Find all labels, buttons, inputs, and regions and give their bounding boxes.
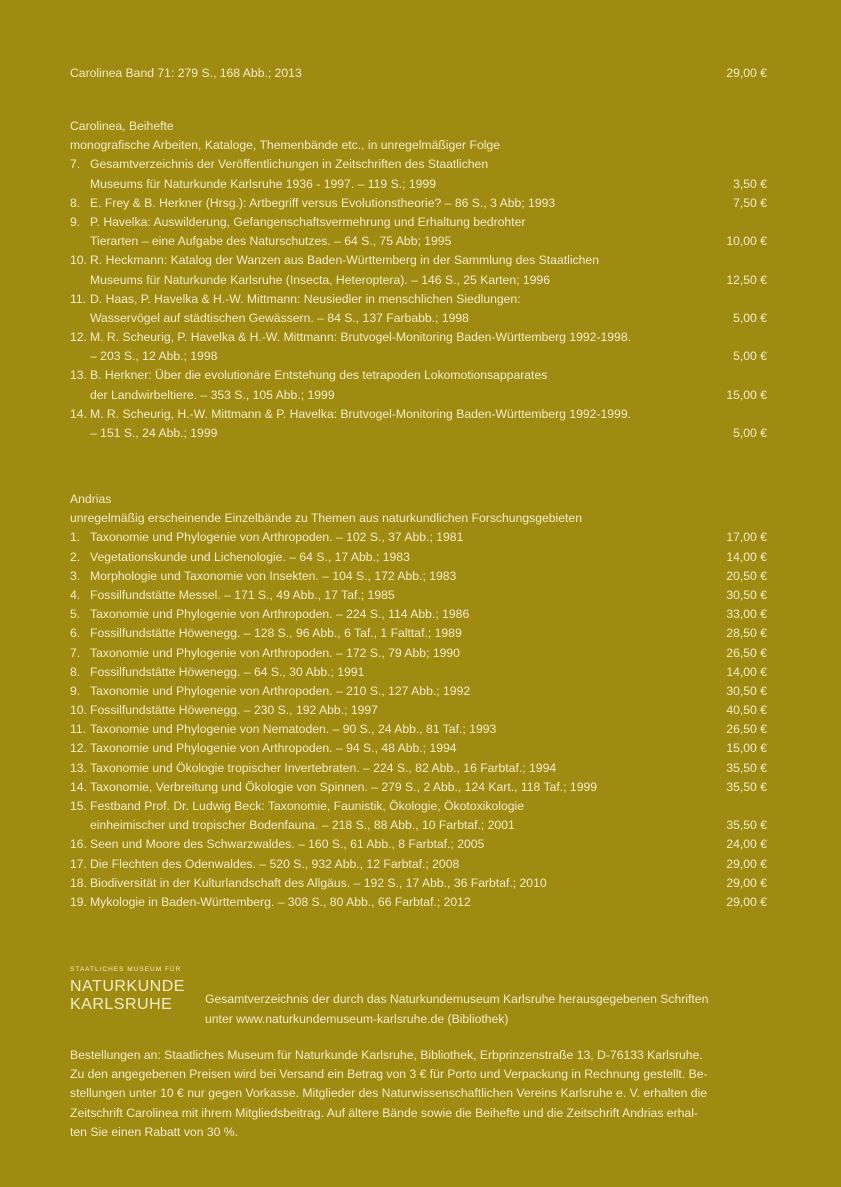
list-item — [70, 290, 767, 309]
item-price: 5,00 € — [733, 426, 767, 440]
item-price: 15,00 € — [726, 741, 767, 756]
section-title: Andrias — [70, 492, 112, 506]
item-number: 18. — [70, 875, 87, 890]
list-item — [70, 855, 767, 874]
item-text: Taxonomie und Phylogenie von Arthropoden. – 102 S., 37 Abb.; 1981 — [90, 530, 464, 545]
item-text: Gesamtverzeichnis der Veröffentlichungen in Zeitschriften des Staatlichen — [90, 157, 489, 172]
order-line: Zeitschrift Carolinea mit ihrem Mitgliedsbeitrag. Auf ältere Bände sowie die Beihefte und die Zeitschrift Andrias erhal- — [70, 1105, 698, 1120]
item-price: 5,00 € — [733, 310, 767, 325]
item-price: 28,50 € — [726, 626, 767, 641]
item-text: Die Flechten des Odenwaldes. – 520 S., 932 Abb., 12 Farbtaf.; 2008 — [90, 856, 460, 871]
list-item — [70, 328, 767, 347]
item-price: 5,00 € — [733, 349, 767, 364]
item-number: 15. — [70, 799, 87, 813]
item-text: Taxonomie und Phylogenie von Nematoden. – 90 S., 24 Abb., 81 Taf.; 1993 — [90, 722, 497, 737]
section-subtitle: unregelmäßig erscheinende Einzelbände zu Themen aus naturkundlichen Forschungsgebieten — [70, 511, 582, 526]
list-item — [70, 701, 767, 720]
item-number: 16. — [70, 837, 87, 852]
item-number: 9. — [70, 214, 81, 229]
item-text: Taxonomie und Ökologie tropischer Invertebraten. – 224 S., 82 Abb., 16 Farbtaf.; 1994 — [90, 760, 557, 775]
item-price: 35,50 € — [726, 760, 767, 775]
item-number: 13. — [70, 368, 87, 383]
item-price: 14,00 € — [726, 664, 767, 679]
list-item — [70, 739, 767, 758]
item-price: 15,00 € — [726, 387, 767, 402]
item-text: M. R. Scheurig, H.-W. Mittmann & P. Havelka: Brutvogel-Monitoring Baden-Württemberg 1992-1999. — [90, 406, 631, 421]
item-text: E. Frey & B. Herkner (Hrsg.): Artbegriff versus Evolutionstheorie? – 86 S., 3 Abb; 1993 — [90, 195, 556, 210]
list-item — [70, 797, 767, 816]
item-number: 8. — [70, 195, 81, 210]
list-item — [70, 155, 767, 174]
list-item — [70, 586, 767, 605]
item-text: M. R. Scheurig, P. Havelka & H.-W. Mittmann: Brutvogel-Monitoring Baden-Württemberg 1992-1998. — [90, 330, 631, 345]
item-number: 7. — [70, 157, 81, 172]
item-text: Taxonomie und Phylogenie von Arthropoden. – 210 S., 127 Abb.; 1992 — [90, 683, 471, 698]
list-item — [70, 720, 767, 739]
item-text: – 151 S., 24 Abb.; 1999 — [90, 426, 218, 440]
item-number: 8. — [70, 664, 81, 679]
list-item — [70, 893, 767, 912]
list-item — [70, 835, 767, 854]
beihefte-section — [70, 117, 767, 443]
item-text: Museums für Naturkunde Karlsruhe 1936 - 1997. – 119 S.; 1999 — [90, 176, 436, 191]
item-text: Fossilfundstätte Höwenegg. – 64 S., 30 Abb.; 1991 — [90, 664, 365, 679]
item-price: 24,00 € — [726, 837, 767, 852]
item-price: 17,00 € — [726, 530, 767, 545]
item-price: 3,50 € — [733, 176, 767, 191]
list-item — [70, 366, 767, 385]
item-text: Taxonomie und Phylogenie von Arthropoden. – 172 S., 79 Abb; 1990 — [90, 645, 460, 660]
item-number: 14. — [70, 779, 87, 794]
item-text: B. Herkner: Über die evolutionäre Entstehung des tetrapoden Lokomotionsapparates — [90, 368, 548, 383]
item-number: 12. — [70, 741, 87, 756]
item-text: Vegetationskunde und Lichenologie. – 64 S., 17 Abb.; 1983 — [90, 549, 410, 564]
item-number: 9. — [70, 683, 81, 698]
list-item — [70, 386, 767, 405]
item-number: 10. — [70, 253, 87, 268]
item-price: 40,50 € — [726, 703, 767, 718]
order-line: Zu den angegebenen Preisen wird bei Versand ein Betrag von 3 € für Porto und Verpackung in Rechnung gestellt. Be- — [70, 1067, 708, 1082]
item-number: 4. — [70, 587, 81, 602]
item-price: 20,50 € — [726, 568, 767, 583]
item-text: Taxonomie und Phylogenie von Arthropoden. – 94 S., 48 Abb.; 1994 — [90, 741, 457, 756]
item-text: Seen und Moore des Schwarzwaldes. – 160 S., 61 Abb., 8 Farbtaf.; 2005 — [90, 837, 485, 852]
item-number: 1. — [70, 530, 81, 545]
order-line: Bestellungen an: Staatliches Museum für Naturkunde Karlsruhe, Bibliothek, Erbprinzenstraße 13, D-76133 Karlsruhe. — [70, 1048, 703, 1062]
list-item — [70, 624, 767, 643]
list-item — [70, 405, 767, 424]
item-number: 13. — [70, 760, 87, 775]
item-number: 11. — [70, 722, 87, 737]
logo-small-text: STAATLICHES MUSEUM FÜR — [70, 966, 182, 973]
list-item — [70, 213, 767, 232]
item-text: Fossilfundstätte Höwenegg. – 128 S., 96 Abb., 6 Taf., 1 Falttaf.; 1989 — [90, 626, 462, 641]
section-subtitle: monografische Arbeiten, Kataloge, Themenbände etc., in unregelmäßiger Folge — [70, 138, 500, 153]
andrias-section — [70, 490, 767, 912]
item-text: Mykologie in Baden-Württemberg. – 308 S., 80 Abb., 66 Farbtaf.; 2012 — [90, 894, 471, 909]
order-line: ten Sie einen Rabatt von 30 %. — [70, 1124, 239, 1139]
order-line: stellungen unter 10 € nur gegen Vorkasse. Mitglieder des Naturwissenschaftlichen Vereins Karlsruhe e. V. erhalten die — [70, 1086, 708, 1101]
list-item — [70, 816, 767, 835]
item-price: 10,00 € — [726, 234, 767, 249]
item-text: Taxonomie und Phylogenie von Arthropoden. – 224 S., 114 Abb.; 1986 — [90, 607, 470, 622]
entry-text: Carolinea Band 71: 279 S., 168 Abb.; 2013 — [70, 66, 302, 80]
item-price: 12,50 € — [726, 272, 767, 287]
list-item — [70, 271, 767, 290]
list-item — [70, 424, 767, 443]
item-price: 30,50 € — [726, 587, 767, 602]
logo-line-2: KARLSRUHE — [70, 996, 173, 1013]
list-item — [70, 251, 767, 270]
list-item — [70, 567, 767, 586]
carolinea-entry — [70, 64, 767, 83]
item-number: 2. — [70, 549, 81, 564]
item-number: 5. — [70, 607, 81, 622]
item-text: Biodiversität in der Kulturlandschaft des Allgäus. – 192 S., 17 Abb., 36 Farbtaf.; 2010 — [90, 875, 547, 890]
catalog-note — [205, 990, 708, 1029]
item-number: 10. — [70, 703, 87, 718]
item-price: 26,50 € — [726, 722, 767, 737]
item-price: 14,00 € — [726, 549, 767, 564]
item-text: Fossilfundstätte Messel. – 171 S., 49 Abb., 17 Taf.; 1985 — [90, 587, 395, 602]
item-number: 12. — [70, 330, 87, 345]
item-price: 26,50 € — [726, 645, 767, 660]
item-number: 14. — [70, 406, 87, 421]
item-text: Fossilfundstätte Höwenegg. – 230 S., 192 Abb.; 1997 — [90, 703, 378, 718]
item-text: einheimischer und tropischer Bodenfauna. – 218 S., 88 Abb., 10 Farbtaf.; 2001 — [90, 818, 515, 833]
list-item — [70, 194, 767, 213]
item-text: – 203 S., 12 Abb.; 1998 — [90, 349, 218, 364]
catalog-note-line-2: unter www.naturkundemuseum-karlsruhe.de (Bibliothek) — [205, 1011, 509, 1026]
list-item — [70, 874, 767, 893]
item-text: Taxonomie, Verbreitung und Ökologie von Spinnen. – 279 S., 2 Abb., 124 Kart., 118 Taf.; 1999 — [90, 779, 598, 794]
list-item — [70, 759, 767, 778]
list-item — [70, 232, 767, 251]
item-text: R. Heckmann: Katalog der Wanzen aus Baden-Württemberg in der Sammlung des Staatlichen — [90, 253, 599, 268]
section-title: Carolinea, Beihefte — [70, 119, 174, 133]
item-number: 6. — [70, 626, 81, 641]
list-item — [70, 644, 767, 663]
item-number: 19. — [70, 894, 87, 909]
item-price: 35,50 € — [726, 818, 767, 833]
museum-logo — [70, 966, 210, 1026]
item-price: 29,00 € — [726, 875, 767, 890]
list-item — [70, 175, 767, 194]
item-text: Festband Prof. Dr. Ludwig Beck: Taxonomie, Faunistik, Ökologie, Ökotoxikologie — [90, 799, 524, 813]
list-item — [70, 663, 767, 682]
item-text: Tierarten – eine Aufgabe des Naturschutzes. – 64 S., 75 Abb; 1995 — [90, 234, 452, 249]
item-text: D. Haas, P. Havelka & H.-W. Mittmann: Neusiedler in menschlichen Siedlungen: — [90, 291, 521, 306]
list-item — [70, 778, 767, 797]
item-text: Wasservögel auf städtischen Gewässern. – 84 S., 137 Farbabb.; 1998 — [90, 310, 469, 325]
item-number: 7. — [70, 645, 81, 660]
list-item — [70, 548, 767, 567]
item-price: 29,00 € — [726, 856, 767, 871]
item-number: 3. — [70, 568, 81, 583]
item-text: Morphologie und Taxonomie von Insekten. – 104 S., 172 Abb.; 1983 — [90, 568, 457, 583]
list-item — [70, 528, 767, 547]
item-price: 7,50 € — [733, 195, 767, 210]
item-number: 11. — [70, 291, 87, 306]
list-item — [70, 309, 767, 328]
list-item — [70, 682, 767, 701]
item-price: 35,50 € — [726, 779, 767, 794]
entry-price: 29,00 € — [726, 66, 767, 80]
item-text: P. Havelka: Auswilderung, Gefangenschaftsvermehrung und Erhaltung bedrohter — [90, 214, 526, 229]
item-price: 30,50 € — [726, 683, 767, 698]
list-item — [70, 605, 767, 624]
price-list-page — [70, 0, 767, 1187]
item-price: 29,00 € — [726, 894, 767, 909]
item-text: der Landwirbeltiere. – 353 S., 105 Abb.; 1999 — [90, 387, 335, 402]
list-item — [70, 347, 767, 366]
item-number: 17. — [70, 856, 87, 871]
catalog-note-line-1: Gesamtverzeichnis der durch das Naturkundemuseum Karlsruhe herausgegebenen Schriften — [205, 992, 709, 1006]
item-text: Museums für Naturkunde Karlsruhe (Insecta, Heteroptera). – 146 S., 25 Karten; 1996 — [90, 272, 550, 287]
order-information — [70, 1046, 770, 1142]
logo-line-1: NATURKUNDE — [70, 978, 185, 995]
item-price: 33,00 € — [726, 607, 767, 622]
